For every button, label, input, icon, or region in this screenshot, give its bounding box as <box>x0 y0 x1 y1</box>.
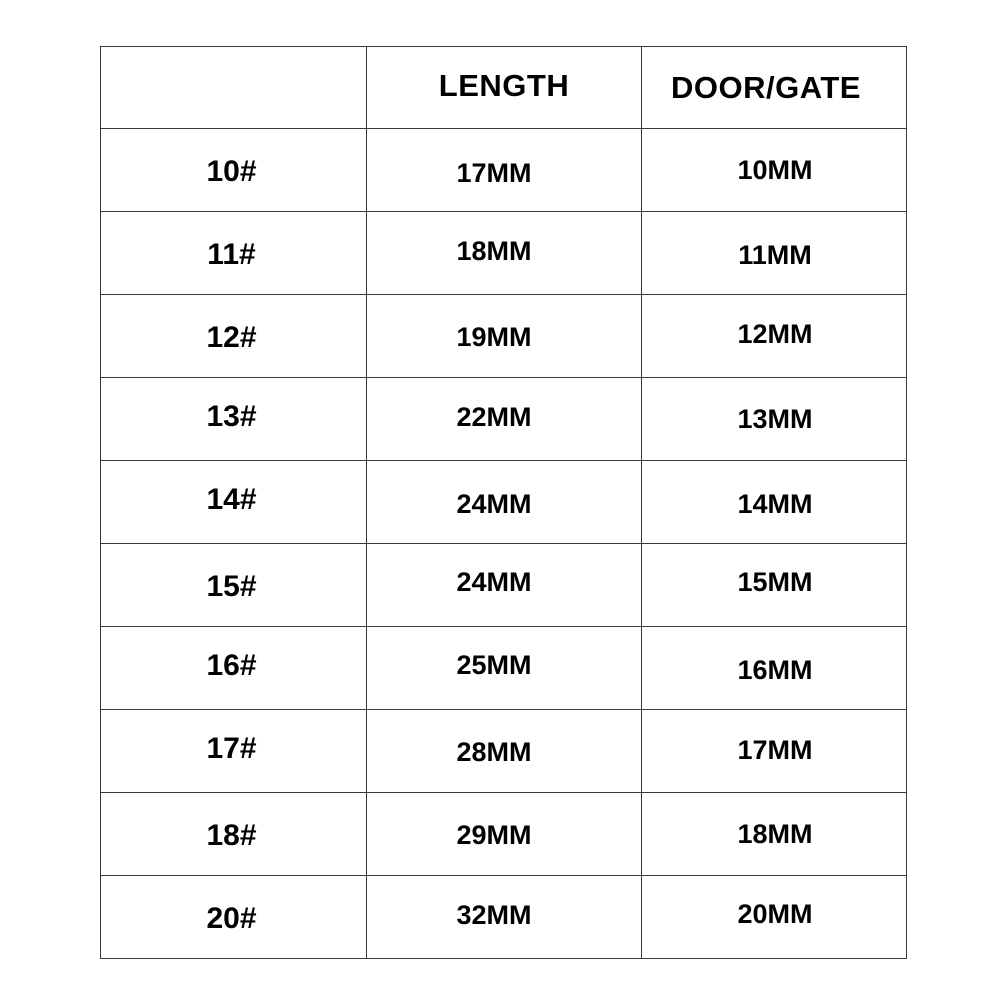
table-cell <box>101 212 367 295</box>
header-cell-door-gate <box>642 47 907 129</box>
door-gate-value: 17MM <box>737 734 813 765</box>
table-cell <box>101 793 367 876</box>
table-cell <box>642 876 907 959</box>
table-cell <box>642 461 907 544</box>
size-label: 15# <box>206 570 257 603</box>
table-cell <box>367 129 642 212</box>
size-label: 12# <box>206 321 257 354</box>
header-row <box>101 47 907 129</box>
table-cell <box>642 212 907 295</box>
length-value: 24MM <box>456 488 532 519</box>
door-gate-value: 20MM <box>737 898 813 929</box>
table-cell <box>642 378 907 461</box>
door-gate-value: 12MM <box>737 318 813 349</box>
table-row <box>101 212 907 295</box>
length-value: 24MM <box>456 566 532 597</box>
size-label: 18# <box>206 819 257 852</box>
header-cell-empty <box>101 47 367 129</box>
table-cell <box>101 378 367 461</box>
table-body <box>101 47 907 959</box>
length-value: 22MM <box>456 401 532 432</box>
table-cell <box>367 544 642 627</box>
size-label: 13# <box>206 400 257 433</box>
table-cell <box>642 793 907 876</box>
table-cell <box>101 876 367 959</box>
table-cell <box>367 876 642 959</box>
table-cell <box>367 793 642 876</box>
table-cell <box>642 129 907 212</box>
length-value: 17MM <box>456 157 532 188</box>
table-cell <box>642 544 907 627</box>
size-label: 20# <box>206 902 257 935</box>
header-door-gate-label: DOOR/GATE <box>671 69 861 105</box>
door-gate-value: 16MM <box>737 654 813 685</box>
table-cell <box>367 710 642 793</box>
size-label: 14# <box>206 483 257 516</box>
table-cell <box>642 627 907 710</box>
size-label: 10# <box>206 155 257 188</box>
length-value: 25MM <box>456 649 532 680</box>
table-row <box>101 295 907 378</box>
table-cell <box>367 627 642 710</box>
size-label: 11# <box>207 238 256 271</box>
table-cell <box>101 129 367 212</box>
size-chart-table <box>100 46 907 959</box>
table-cell <box>642 295 907 378</box>
table-cell <box>367 461 642 544</box>
length-value: 32MM <box>456 899 532 930</box>
door-gate-value: 11MM <box>738 239 812 270</box>
table-row <box>101 793 907 876</box>
table-cell <box>101 544 367 627</box>
door-gate-value: 15MM <box>737 566 813 597</box>
length-value: 29MM <box>456 819 532 850</box>
door-gate-value: 13MM <box>737 403 813 434</box>
table-cell <box>367 212 642 295</box>
length-value: 19MM <box>456 321 532 352</box>
table-row <box>101 544 907 627</box>
table-row <box>101 461 907 544</box>
length-value: 28MM <box>456 736 532 767</box>
table-cell <box>101 461 367 544</box>
door-gate-value: 14MM <box>737 488 813 519</box>
table-cell <box>367 295 642 378</box>
size-label: 16# <box>206 649 257 682</box>
door-gate-value: 18MM <box>737 818 813 849</box>
table-row <box>101 129 907 212</box>
header-cell-length <box>367 47 642 129</box>
header-length-label: LENGTH <box>438 67 570 103</box>
table-row <box>101 876 907 959</box>
table-cell <box>101 295 367 378</box>
table-row <box>101 627 907 710</box>
table-row <box>101 378 907 461</box>
table-row <box>101 710 907 793</box>
door-gate-value: 10MM <box>737 154 813 185</box>
length-value: 18MM <box>456 235 532 266</box>
table-cell <box>101 627 367 710</box>
table-cell <box>367 378 642 461</box>
table-cell <box>101 710 367 793</box>
table-cell <box>642 710 907 793</box>
size-label: 17# <box>206 732 257 765</box>
